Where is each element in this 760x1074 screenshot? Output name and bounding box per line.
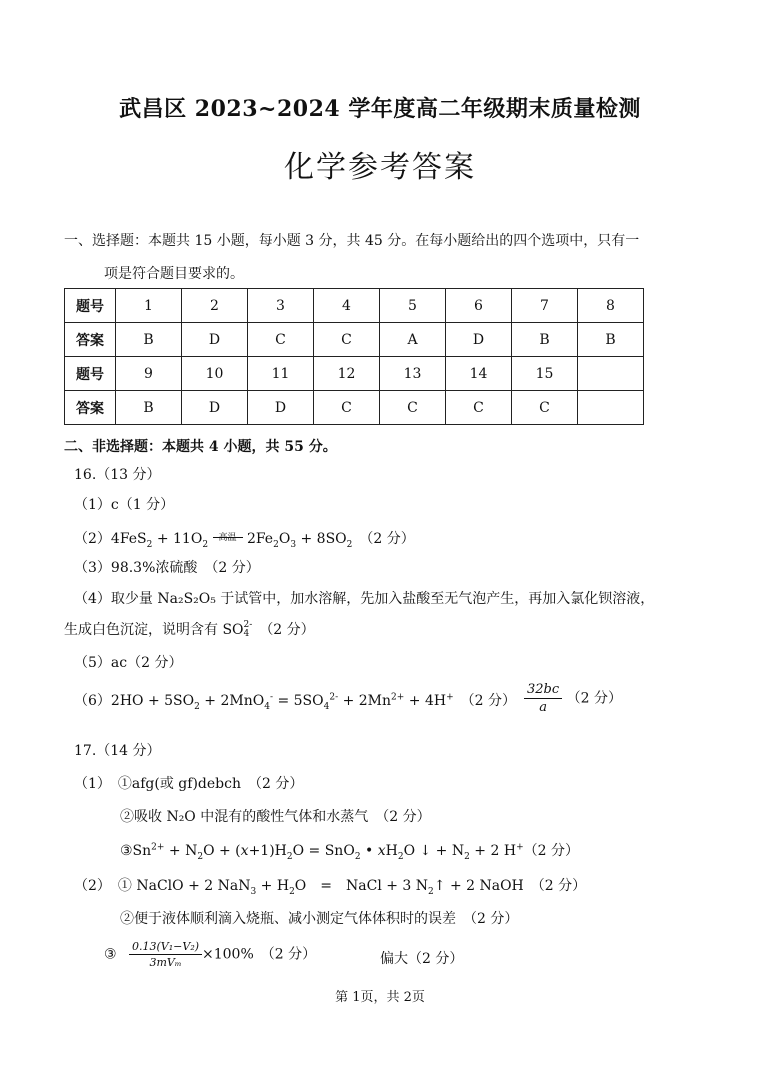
table-row-a2 bbox=[65, 391, 644, 425]
table-cell: B bbox=[512, 323, 578, 357]
section1-intro-line2: 项是符合题目要求的。 bbox=[104, 266, 244, 282]
fraction: $\frac{\text{0.13(V₁−V₂)}}{\text{3mVₘ}}$ bbox=[129, 940, 202, 969]
table-cell: B bbox=[578, 323, 644, 357]
table-cell: B bbox=[116, 391, 182, 425]
table-cell: B bbox=[116, 323, 182, 357]
table-cell: D bbox=[446, 323, 512, 357]
table-cell: C bbox=[380, 391, 446, 425]
fraction: $\frac{32bc}{a}$ bbox=[524, 682, 562, 715]
q16-part2: $(2)4FeS_2 + 11O_2$ 高温 $2Fe_2O_3 + 8SO_2$ （2 分） bbox=[74, 531, 415, 550]
q16-part1: （1）c（1 分） bbox=[74, 497, 175, 513]
label-question-number: 题号 bbox=[65, 357, 116, 391]
q17-part2-1-score: （2 分） bbox=[537, 878, 587, 894]
q16-part6-score2: （2 分） bbox=[566, 690, 622, 707]
page-footer: 第 1页，共 2页 bbox=[335, 990, 425, 1005]
q16-part2-prefix: （2）4FeS bbox=[74, 531, 147, 547]
answer-table bbox=[64, 288, 644, 425]
q16-part6-prefix: （6）2H bbox=[74, 693, 133, 709]
q17-part1-2: ②吸收 N₂O 中混有的酸性气体和水蒸气 （2 分） bbox=[120, 809, 431, 825]
page-title: 武昌区 2023~2024 学年度高二年级期末质量检测 bbox=[119, 96, 641, 122]
table-cell: 4 bbox=[314, 289, 380, 323]
q16-part6-score: （2 分） bbox=[467, 693, 516, 709]
table-row-q2 bbox=[65, 357, 644, 391]
q17-part1-1: （1） ①afg(或 gf)debch （2 分） bbox=[74, 776, 304, 792]
label-question-number: 题号 bbox=[65, 289, 116, 323]
table-row-q1 bbox=[65, 289, 644, 323]
table-row-a1 bbox=[65, 323, 644, 357]
q17-part2-2: ②便于液体顺利滴入烧瓶、减小测定气体体积时的误差 （2 分） bbox=[120, 911, 519, 927]
q16-part3: （3）98.3%浓硫酸 （2 分） bbox=[74, 560, 260, 576]
q17-part2-3-mark: ③ bbox=[104, 946, 117, 963]
q16-part4-line2: 生成白色沉淀，说明含有 SO2- 4 （2 分） bbox=[64, 620, 315, 639]
q17-part2-1: （2） ① NaClO + 2 $NaN_3 + H_2O$ = NaCl + 3 $N_2↑ + 2$ NaOH （2 分） bbox=[74, 878, 587, 897]
table-cell: D bbox=[182, 391, 248, 425]
table-cell: C bbox=[314, 323, 380, 357]
label-answer: 答案 bbox=[65, 323, 116, 357]
condition-arrow bbox=[213, 533, 243, 543]
q17-part1-3-score: （2 分） bbox=[523, 843, 579, 859]
table-cell: C bbox=[314, 391, 380, 425]
q16-part5: （5）ac（2 分） bbox=[74, 655, 183, 671]
q17-part2-1-prefix: （2） ① bbox=[74, 878, 132, 894]
table-cell: C bbox=[446, 391, 512, 425]
q16-part2-score: （2 分） bbox=[366, 531, 415, 547]
q17-part2-3-tail: ×100% （2 分） bbox=[202, 946, 317, 963]
table-cell: 9 bbox=[116, 357, 182, 391]
table-cell: 1 bbox=[116, 289, 182, 323]
q17-part2-3 bbox=[104, 940, 316, 969]
table-cell: C bbox=[512, 391, 578, 425]
q16-header: 16.（13 分） bbox=[74, 467, 161, 483]
table-cell: 2 bbox=[182, 289, 248, 323]
table-cell: 7 bbox=[512, 289, 578, 323]
table-cell bbox=[578, 357, 644, 391]
table-cell: 10 bbox=[182, 357, 248, 391]
table-cell: C bbox=[248, 323, 314, 357]
table-cell: 8 bbox=[578, 289, 644, 323]
page-subtitle: 化学参考答案 bbox=[284, 150, 476, 185]
table-cell: A bbox=[380, 323, 446, 357]
table-cell: 14 bbox=[446, 357, 512, 391]
q16-part4-score: （2 分） bbox=[266, 622, 315, 638]
section2-intro: 二、非选择题：本题共 4 小题，共 55 分。 bbox=[64, 439, 337, 455]
label-answer: 答案 bbox=[65, 391, 116, 425]
section1-intro-line1: 一、选择题：本题共 15 小题，每小题 3 分，共 45 分。在每小题给出的四个选项中，只有一 bbox=[64, 233, 640, 249]
table-cell: 5 bbox=[380, 289, 446, 323]
q16-part6: $(6)2HO + 5SO_2 + 2MnO_4^- = 5SO_4^{2-} + 2Mn^{2+} + 4H^+$ （2 分） bbox=[74, 692, 516, 712]
q16-part4-line1: （4）取少量 Na₂S₂O₅ 于试管中，加水溶解，先加入盐酸至无气泡产生，再加入氯化钡溶液， bbox=[74, 591, 655, 607]
q16-part4-line2-text: 生成白色沉淀，说明含有 SO bbox=[64, 622, 244, 638]
table-cell: D bbox=[182, 323, 248, 357]
table-cell: 11 bbox=[248, 357, 314, 391]
table-cell: 15 bbox=[512, 357, 578, 391]
table-cell: 12 bbox=[314, 357, 380, 391]
table-cell: D bbox=[248, 391, 314, 425]
table-cell: 13 bbox=[380, 357, 446, 391]
q16-part6-answer bbox=[524, 682, 622, 715]
table-cell bbox=[578, 391, 644, 425]
condition-label: 高温 bbox=[218, 533, 237, 543]
q17-part1-3: $③Sn^{2+} + N_2O + (x+1)H_2O = SnO_2$ • $xH_2O$ ↓ + $N_2 + 2$ H+（2 分） bbox=[120, 842, 579, 862]
table-cell: 6 bbox=[446, 289, 512, 323]
table-cell: 3 bbox=[248, 289, 314, 323]
q17-part2-3-result: 偏大（2 分） bbox=[380, 951, 464, 967]
q17-header: 17.（14 分） bbox=[74, 743, 161, 759]
